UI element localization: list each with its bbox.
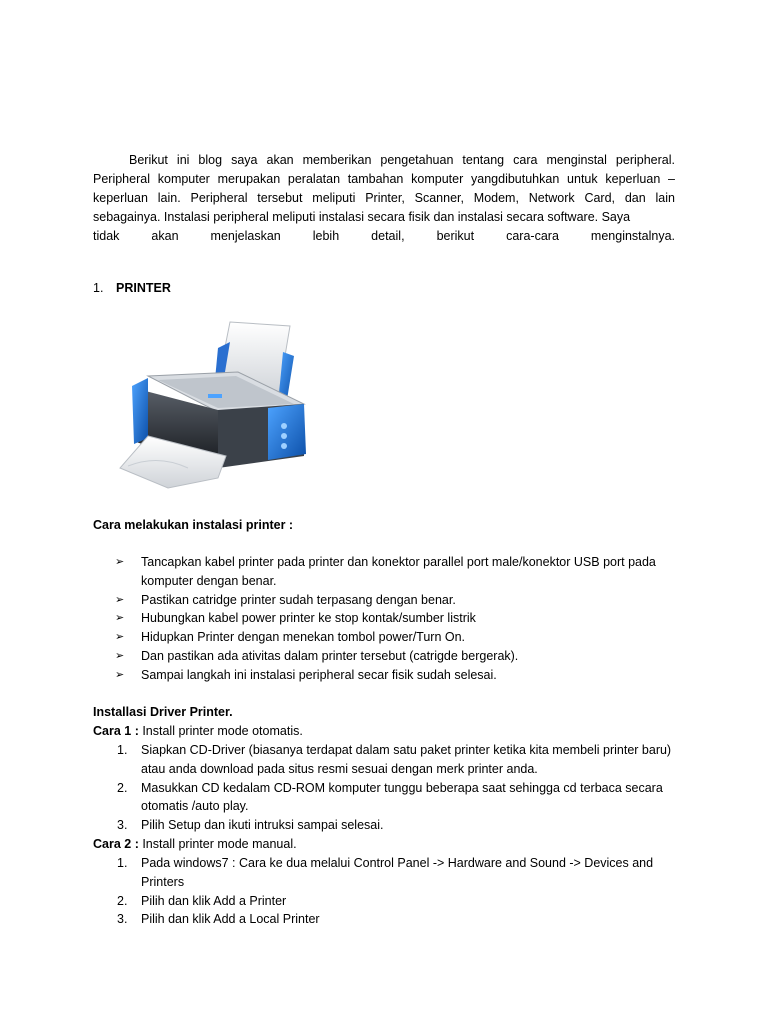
- cara2-steps: [93, 854, 683, 929]
- section-title: PRINTER: [116, 281, 171, 295]
- list-item: ➢ Hubungkan kabel power printer ke stop kontak/sumber listrik: [93, 609, 693, 628]
- intro-last-line: tidak akan menjelaskan lebih detail, berikut cara-cara menginstalnya.: [93, 229, 675, 243]
- driver-heading: Installasi Driver Printer.: [93, 705, 233, 719]
- list-item: 2. Masukkan CD kedalam CD-ROM komputer tunggu beberapa saat sehingga cd terbaca secara otomatis /auto play.: [117, 780, 663, 814]
- arrow-bullet-icon: ➢: [115, 649, 125, 662]
- printer-illustration: [118, 318, 308, 490]
- list-item: ➢ Sampai langkah ini instalasi peripheral secar fisik sudah selesai.: [93, 666, 693, 685]
- cara1-steps: [93, 741, 683, 835]
- arrow-bullet-icon: ➢: [115, 612, 125, 625]
- cara2-line: [93, 835, 297, 854]
- cara2-text: Install printer mode manual.: [138, 837, 297, 851]
- intro-text: Berikut ini blog saya akan memberikan pengetahuan tentang cara menginstal peripheral. Peripheral komputer merupakan peralatan tambahan komputer yangdibutuhkan untuk keperluan – keperluan lain. Peripheral tersebut meliputi Printer, Scanner, Modem, Network Card, dan lain sebagainya. Instalasi peripheral meliputi instalasi secara fisik dan instalasi secara software. Saya: [93, 153, 675, 224]
- list-item: 1. Siapkan CD-Driver (biasanya terdapat dalam satu paket printer ketika kita membeli printer baru) atau anda download pada situs resmi sesuai dengan merk printer anda.: [117, 743, 672, 776]
- list-item: 3. Pilih Setup dan ikuti intruksi sampai selesai.: [117, 818, 384, 833]
- list-item: 3. Pilih dan klik Add a Local Printer: [117, 912, 320, 927]
- arrow-bullet-icon: ➢: [115, 668, 125, 681]
- install-heading: Cara melakukan instalasi printer :: [93, 518, 294, 532]
- physical-steps-list: [93, 553, 693, 685]
- cara1-line: [93, 722, 303, 741]
- list-item: ➢ Pastikan catridge printer sudah terpasang dengan benar.: [93, 591, 693, 610]
- arrow-bullet-icon: ➢: [115, 631, 125, 644]
- cara2-label: Cara 2 :: [93, 837, 139, 851]
- intro-paragraph: [93, 151, 675, 246]
- list-item: ➢ Dan pastikan ada ativitas dalam printer tersebut (catrigde bergerak).: [93, 647, 693, 666]
- section-heading: [93, 279, 171, 298]
- list-item: 2. Pilih dan klik Add a Printer: [117, 893, 287, 908]
- arrow-bullet-icon: ➢: [115, 593, 125, 606]
- arrow-bullet-icon: ➢: [115, 556, 125, 568]
- list-item: ➢ Tancapkan kabel printer pada printer dan konektor parallel port male/konektor USB port pada komputer dengan benar.: [115, 555, 656, 588]
- list-item: ➢ Hidupkan Printer dengan menekan tombol power/Turn On.: [93, 628, 693, 647]
- cara1-label: Cara 1 :: [93, 724, 139, 738]
- cara1-text: Install printer mode otomatis.: [138, 724, 303, 738]
- list-item: 1. Pada windows7 : Cara ke dua melalui Control Panel -> Hardware and Sound -> Devices and Printers: [117, 856, 654, 889]
- section-number: 1.: [93, 281, 104, 295]
